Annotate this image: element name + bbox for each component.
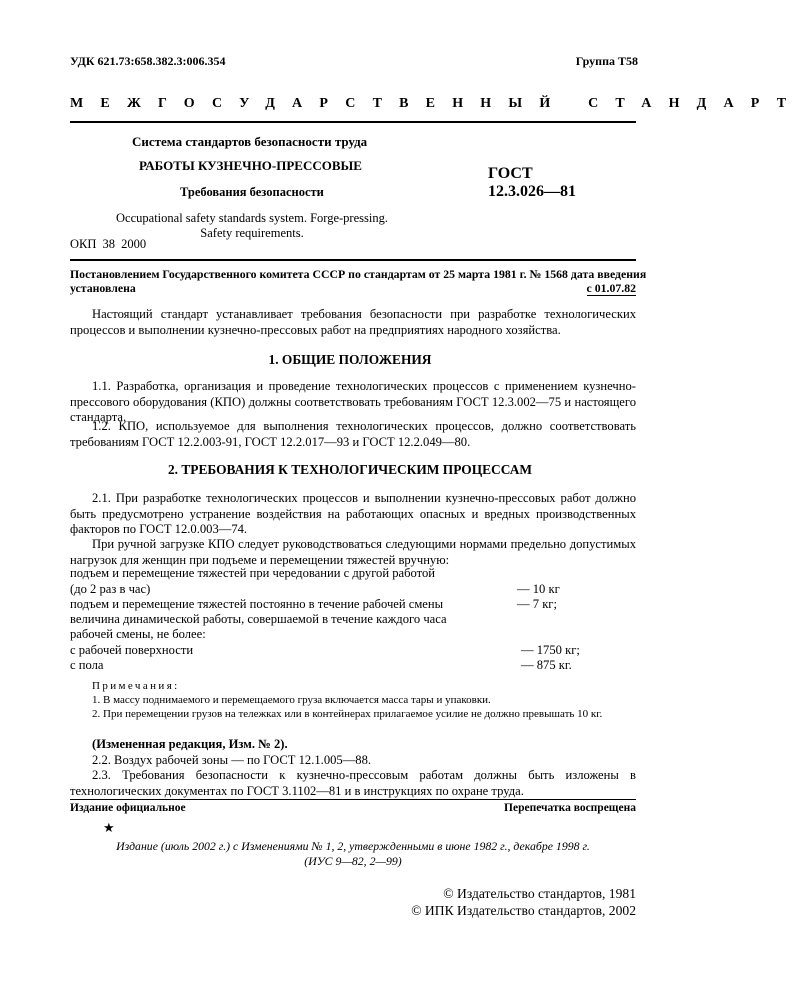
norm-value-3: — 7 кг;: [517, 597, 557, 611]
system-name: Система стандартов безопасности труда: [132, 134, 368, 149]
note-2: 2. При перемещении грузов на тележках или в контейнерах прилагаемое усилие не должно превышать 10 кг.: [92, 708, 603, 720]
section-2-paragraph-4: 2.3. Требования безопасности к кузнечно-прессовым работам должны быть изложены в технологических документах по ГОСТ 3.1102—81 и в инструкциях по охране труда.: [70, 768, 636, 798]
standard-banner: МЕЖГОСУДАРСТВЕННЫЙ СТАНДАРТ: [70, 96, 803, 111]
document-title: РАБОТЫ КУЗНЕЧНО-ПРЕССОВЫЕ: [139, 158, 362, 173]
edition-note-line-2: (ИУС 9—82, 2—99): [304, 854, 402, 868]
edition-note: [70, 839, 636, 869]
copyright-line-1: © Издательство стандартов, 1981: [443, 886, 636, 901]
norm-value-7: — 875 кг.: [521, 658, 572, 672]
norm-label-2: (до 2 раз в час): [70, 582, 151, 596]
section-1-paragraph-1: 1.1. Разработка, организация и проведение технологических процессов с применением кузнечно-прессового оборудования (КПО) должны соответствовать требованиям ГОСТ 12.3.002—75 и настоящего стандарта.: [70, 379, 636, 424]
official-edition: Издание официальное: [70, 802, 186, 814]
okp-code: ОКП 38 2000: [70, 237, 147, 251]
section-1-heading: 1. ОБЩИЕ ПОЛОЖЕНИЯ: [268, 352, 432, 367]
document-subtitle: Требования безопасности: [180, 185, 324, 199]
edition-note-line-1: Издание (июль 2002 г.) с Изменениями № 1, 2, утвержденными в июне 1982 г., декабре 1998 г.: [116, 839, 590, 853]
norm-value-6: — 1750 кг;: [521, 643, 580, 657]
section-2-paragraph-3: 2.2. Воздух рабочей зоны — по ГОСТ 12.1.005—88.: [92, 753, 372, 767]
amended-edition: (Измененная редакция, Изм. № 2).: [92, 737, 288, 751]
english-title-line-1: Occupational safety standards system. Forge-pressing.: [116, 211, 388, 225]
reprint-prohibited: Перепечатка воспрещена: [504, 802, 636, 814]
norm-label-6: с рабочей поверхности: [70, 643, 194, 657]
note-1: 1. В массу поднимаемого и перемещаемого груза включается масса тары и упаковки.: [92, 694, 491, 706]
udk-code: УДК 621.73:658.382.3:006.354: [70, 54, 226, 68]
norm-label-5: рабочей смены, не более:: [70, 627, 206, 641]
group-code: Группа T58: [575, 54, 638, 68]
intro-paragraph: Настоящий стандарт устанавливает требования безопасности при разработке технологических процессов и выполнении кузнечно-прессовых работ на предприятиях народного хозяйства.: [70, 307, 636, 337]
banner-rule: [70, 121, 636, 123]
title-rule: [70, 259, 636, 261]
english-title-line-2: Safety requirements.: [200, 226, 304, 240]
copyright-line-2: © ИПК Издательство стандартов, 2002: [411, 903, 636, 918]
decree-established: установлена: [70, 281, 136, 295]
norm-label-4: величина динамической работы, совершаемой в течение каждого часа: [70, 612, 447, 626]
section-1-paragraph-2: 1.2. КПО, используемое для выполнения технологических процессов, должно соответствовать требованиям ГОСТ 12.2.003-91, ГОСТ 12.2.017—93 и ГОСТ 12.2.049—80.: [70, 419, 636, 449]
footer-rule: [70, 799, 636, 800]
norm-value-2: — 10 кг: [517, 582, 560, 596]
section-2-paragraph-1: 2.1. При разработке технологических процессов и выполнении кузнечно-прессовых работ должно быть предусмотрено устранение воздействия на работающих опасных и вредных производственных факторов по ГОСТ 12.0.003—74.: [70, 491, 636, 536]
introduction-date: с 01.07.82: [586, 281, 636, 295]
gost-number: 12.3.026—81: [488, 183, 576, 200]
notes-heading: Примечания:: [92, 680, 180, 692]
norm-label-1: подъем и перемещение тяжестей при чередовании с другой работой: [70, 566, 436, 580]
decree-block: [70, 267, 647, 295]
gost-label: ГОСТ: [488, 165, 533, 182]
norm-label-7: с пола: [70, 658, 104, 672]
decree-text: Постановлением Государственного комитета СССР по стандартам от 25 марта 1981 г. № 1568 дата введения: [70, 267, 647, 281]
norm-label-3: подъем и перемещение тяжестей постоянно в течение рабочей смены: [70, 597, 444, 611]
copyright-block: [411, 885, 636, 919]
star-icon: ★: [103, 820, 115, 835]
section-2-heading: 2. ТРЕБОВАНИЯ К ТЕХНОЛОГИЧЕСКИМ ПРОЦЕССАМ: [167, 462, 533, 477]
section-2-paragraph-2: При ручной загрузке КПО следует руководствоваться следующими нормами предельно допустимых нагрузок для женщин при подъеме и перемещении тяжестей вручную:: [70, 537, 636, 567]
